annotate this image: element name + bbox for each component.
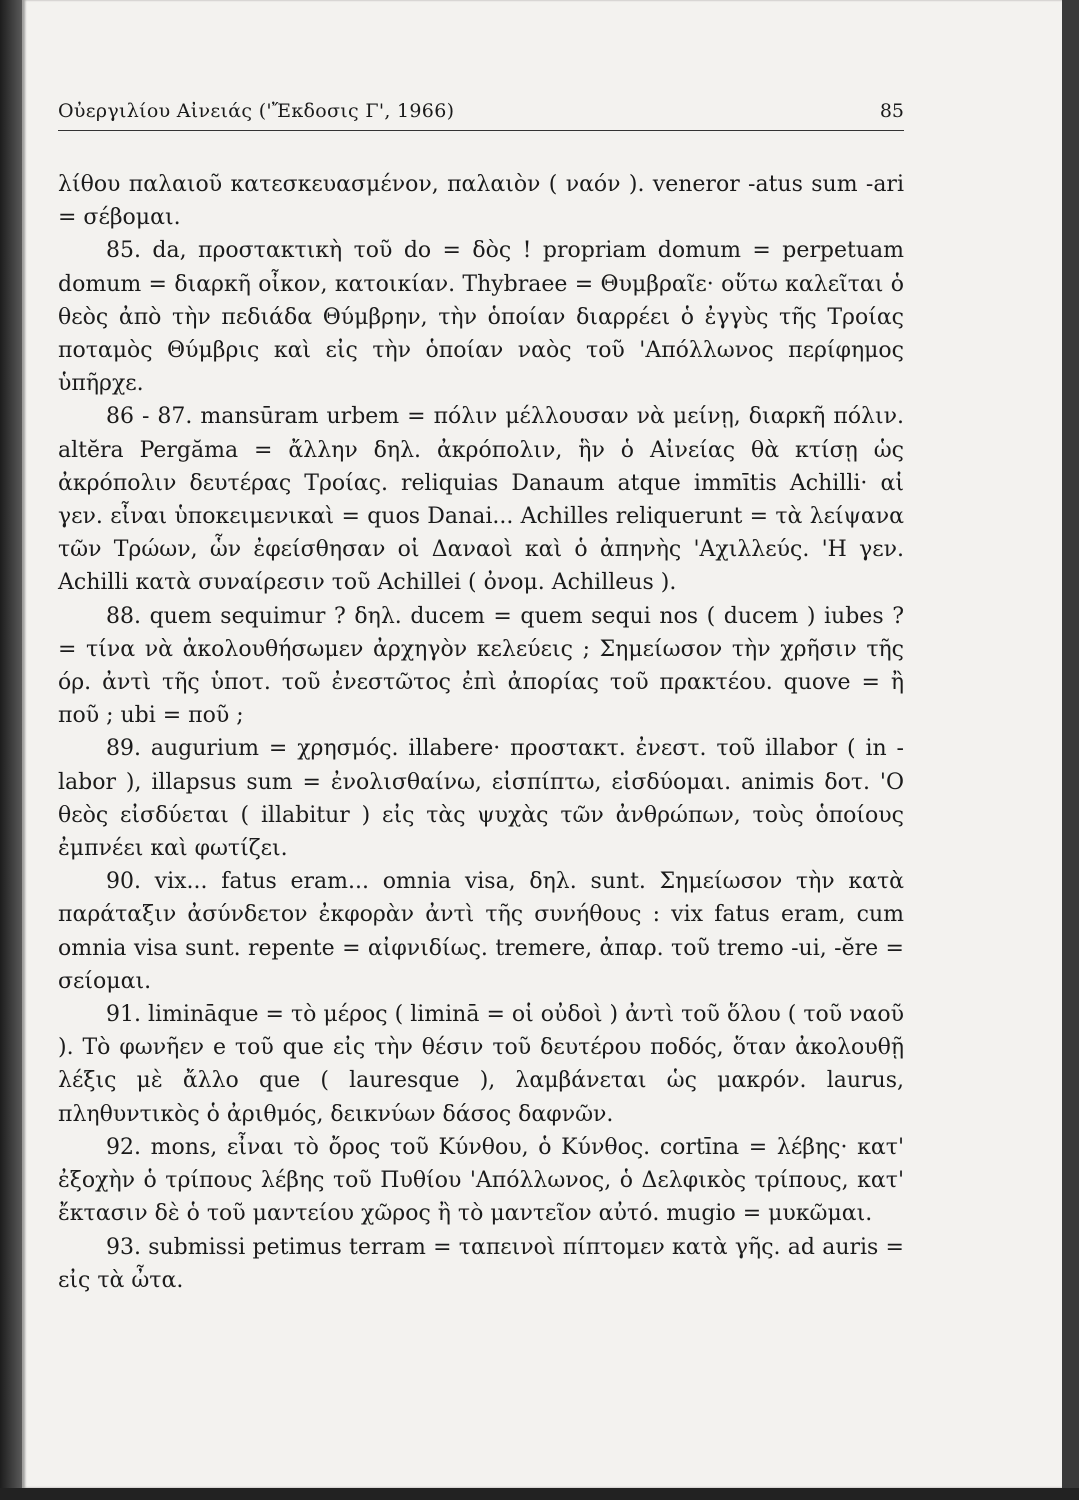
paragraph-note-88: 88. quem sequimur ? δηλ. ducem = quem sequi nos ( ducem ) iubes ? = τίνα νὰ ἀκολουθήσωμεν ἀρχηγὸν κελεύεις ; Σημείωσον τὴν χρῆσιν τῆς όρ. ἀντὶ τῆς ὑποτ. τοῦ ἐνεστῶτος ἐπὶ ἀπορίας τοῦ πρακτέου. quove = ἢ ποῦ ; ubi = ποῦ ; bbox=[58, 603, 904, 729]
page-number: 85 bbox=[879, 100, 904, 122]
paragraph-note-91: 91. limināque = τὸ μέρος ( liminā = οἱ οὐδοὶ ) ἀντὶ τοῦ ὅλου ( τοῦ ναοῦ ). Τὸ φωνῆεν e τοῦ que εἰς τὴν θέσιν τοῦ δευτέρου ποδός, ὅταν ἀκολουθῇ λέξις μὲ ἄλλο que ( lauresque ), λαμβάνεται ὡς μακρόν. laurus, πληθυντικὸς ὁ ἀριθμός, δεικνύων δάσος δαφνῶν. bbox=[58, 1002, 904, 1127]
paragraph-note-93: 93. submissi petimus terram = ταπεινοὶ πίπτομεν κατὰ γῆς. ad auris = εἰς τὰ ὦτα. bbox=[58, 1234, 904, 1293]
paragraph-note-89: 89. augurium = χρησμός. illabere· προστακτ. ἐνεστ. τοῦ illabor ( in - labor ), illapsus sum = ἐνολισθαίνω, εἰσπίπτω, εἰσδύομαι. animis δοτ. 'Ο θεὸς εἰσδύεται ( illabitur ) εἰς τὰς ψυχὰς τῶν ἀνθρώπων, τοὺς ὁποίους ἐμπνέει καὶ φωτίζει. bbox=[58, 736, 904, 862]
running-header bbox=[58, 96, 904, 131]
paragraph-continuation: λίθου παλαιοῦ κατεσκευασμένον, παλαιὸν ( ναόν ). veneror -atus sum -ari = σέβομαι. bbox=[58, 172, 904, 231]
paragraph-note-86-87: 86 - 87. mansūram urbem = πόλιν μέλλουσαν νὰ μείνῃ, διαρκῆ πόλιν. altĕra Pergăma = ἄλλην δηλ. ἀκρόπολιν, ἣν ὁ Αἰνείας θὰ κτίσῃ ὡς ἀκρόπολιν δευτέρας Τροίας. reliquias Danaum atque immītis Achilli· αἱ γεν. εἶναι ὑποκειμενικαὶ = quos Danai... Achilles reliquerunt = τὰ λείψανα τῶν Τρώων, ὧν ἐφείσθησαν οἱ Δαναοὶ καὶ ὁ ἀπηνὴς 'Αχιλλεύς. 'Η γεν. Achilli κατὰ συναίρεσιν τοῦ Achillei ( ὀνομ. Achilleus ). bbox=[58, 404, 904, 596]
paragraph-note-90: 90. vix... fatus eram... omnia visa, δηλ. sunt. Σημείωσον τὴν κατὰ παράταξιν ἀσύνδετον ἐκφορὰν ἀντὶ τῆς συνήθους : vix fatus eram, cum omnia visa sunt. repente = αἰφνιδίως. tremere, ἀπαρ. τοῦ tremo -ui, -ĕre = σείομαι. bbox=[58, 869, 904, 994]
book-spine bbox=[0, 0, 22, 1500]
commentary-body bbox=[58, 168, 904, 1297]
running-title: Οὐεργιλίου Αἰνειάς ('Ἔκδοσις Γ', 1966) bbox=[58, 100, 455, 122]
paragraph-note-85: 85. da, προστακτικὴ τοῦ do = δὸς ! propriam domum = perpetuam domum = διαρκῆ οἶκον, κατοικίαν. Thybraee = Θυμβραῖε· οὕτω καλεῖται ὁ θεὸς ἀπὸ τὴν πεδιάδα Θύμβρην, τὴν ὁποίαν διαρρέει ὁ ἐγγὺς τῆς Τροίας ποταμὸς Θύμβρις καὶ εἰς τὴν ὁποίαν ναὸς τοῦ 'Απόλλωνος περίφημος ὑπῆρχε. bbox=[58, 238, 904, 397]
page-bottom-edge bbox=[0, 1488, 1079, 1500]
paragraph-note-92: 92. mons, εἶναι τὸ ὄρος τοῦ Κύνθου, ὁ Κύνθος. cortīna = λέβης· κατ' ἐξοχὴν ὁ τρίπους λέβης τοῦ Πυθίου 'Απόλλωνος, ὁ Δελφικὸς τρίπους, κατ' ἔκτασιν δὲ ὁ τοῦ μαντείου χῶρος ἢ τὸ μαντεῖον αὐτό. mugio = μυκῶμαι. bbox=[58, 1134, 904, 1227]
